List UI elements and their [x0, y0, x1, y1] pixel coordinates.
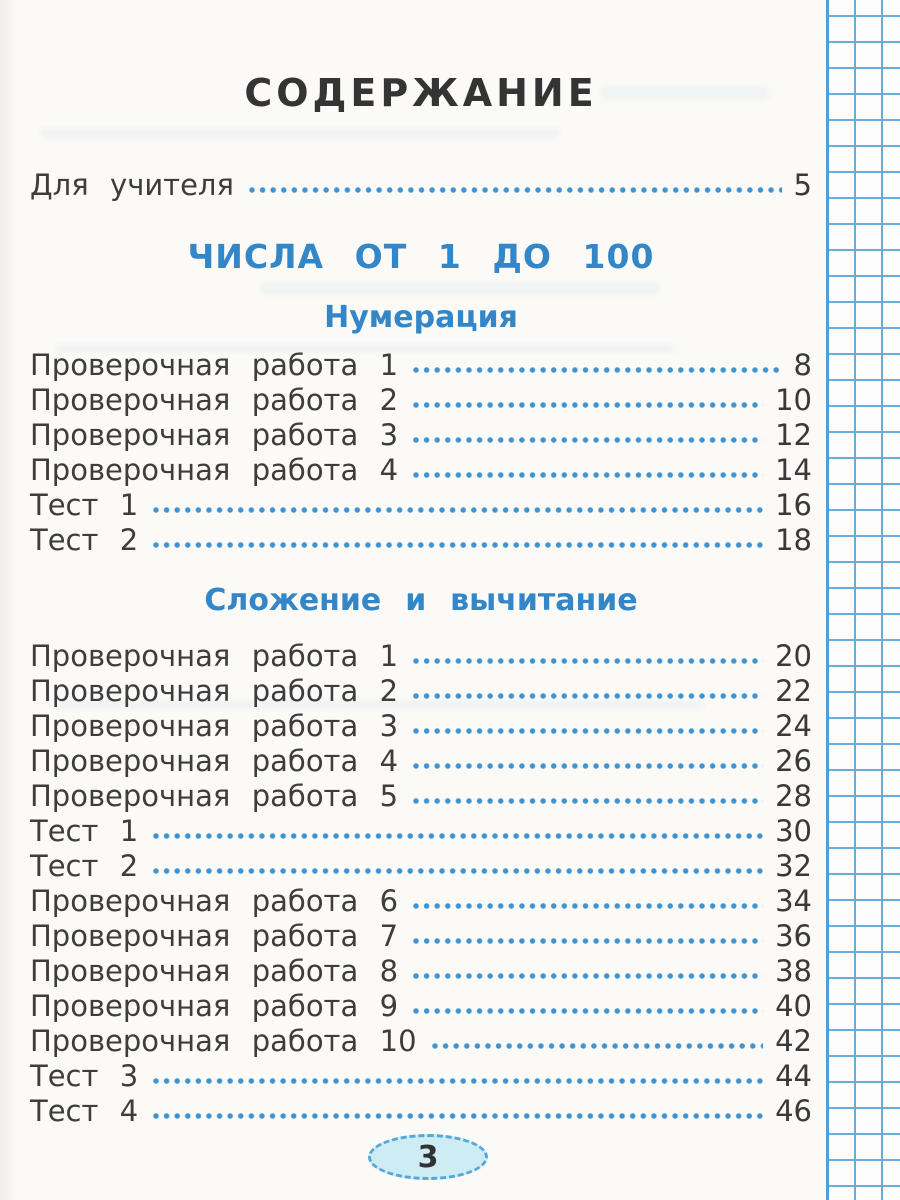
toc-entry-page-number: 30 — [775, 814, 812, 848]
toc-entry-label: Тест 2 — [30, 523, 139, 557]
dotted-leader — [412, 401, 763, 409]
toc-entry-label: Тест 1 — [30, 488, 139, 522]
toc-entry-page-number: 20 — [775, 639, 812, 673]
toc-entry-page-number: 5 — [793, 168, 812, 202]
part-title: ЧИСЛА ОТ 1 ДО 100 — [187, 237, 655, 276]
dotted-leader — [412, 797, 763, 805]
dotted-leader — [412, 972, 763, 980]
dotted-leader — [152, 506, 763, 514]
toc-entry — [30, 711, 812, 741]
toc-entry-label: Проверочная работа 10 — [30, 1024, 417, 1058]
dotted-leader — [412, 937, 763, 945]
toc-entry-page-number: 18 — [775, 523, 812, 557]
toc-entry-page-number: 16 — [775, 488, 812, 522]
toc-entry-label: Проверочная работа 7 — [30, 919, 399, 953]
toc-entry-label: Тест 4 — [30, 1094, 139, 1128]
dotted-leader — [412, 692, 763, 700]
toc-entry — [30, 851, 812, 881]
toc-entry-page-number: 46 — [775, 1094, 812, 1128]
toc-entry-label: Проверочная работа 4 — [30, 453, 399, 487]
toc-section-list — [30, 350, 812, 555]
dotted-leader — [431, 1042, 764, 1050]
toc-entry-page-number: 14 — [775, 453, 812, 487]
toc-entry-label: Проверочная работа 5 — [30, 779, 399, 813]
toc-entry-label: Проверочная работа 2 — [30, 383, 399, 417]
toc-entry — [30, 455, 812, 485]
dotted-leader — [412, 471, 763, 479]
toc-entry — [30, 170, 812, 200]
toc-entry-label: Проверочная работа 4 — [30, 744, 399, 778]
toc-entry — [30, 490, 812, 520]
toc-entry-page-number: 24 — [775, 709, 812, 743]
toc-entry — [30, 956, 812, 986]
dotted-leader — [412, 366, 781, 374]
dotted-leader — [412, 1007, 763, 1015]
toc-entry-label: Проверочная работа 8 — [30, 954, 399, 988]
toc-entry — [30, 350, 812, 380]
toc-entry-page-number: 10 — [775, 383, 812, 417]
toc-entry-label: Проверочная работа 2 — [30, 674, 399, 708]
page-number: 3 — [417, 1139, 439, 1175]
page-number-badge — [368, 1134, 488, 1180]
toc-entry — [30, 420, 812, 450]
dotted-leader — [152, 1112, 763, 1120]
toc-entry — [30, 1026, 812, 1056]
toc-entry-page-number: 42 — [775, 1024, 812, 1058]
dotted-leader — [412, 657, 763, 665]
toc-entry — [30, 1061, 812, 1091]
toc-entry-page-number: 36 — [775, 919, 812, 953]
toc-entry — [30, 746, 812, 776]
toc-entry-label: Проверочная работа 3 — [30, 418, 399, 452]
dotted-leader — [248, 186, 782, 194]
toc-entry-page-number: 40 — [775, 989, 812, 1023]
dotted-leader — [152, 541, 763, 549]
dotted-leader — [152, 832, 763, 840]
toc-entry-label: Проверочная работа 1 — [30, 348, 399, 382]
toc-entry-page-number: 26 — [775, 744, 812, 778]
toc-entry — [30, 816, 812, 846]
toc-entry-page-number: 44 — [775, 1059, 812, 1093]
toc-entry-label: Проверочная работа 6 — [30, 884, 399, 918]
dotted-leader — [412, 762, 763, 770]
toc-entry — [30, 921, 812, 951]
toc-entry — [30, 991, 812, 1021]
toc-entry — [30, 886, 812, 916]
dotted-leader — [412, 436, 763, 444]
toc-entry — [30, 385, 812, 415]
page-title: СОДЕРЖАНИЕ — [244, 71, 598, 115]
toc-entry — [30, 641, 812, 671]
toc-entry-label: Тест 3 — [30, 1059, 139, 1093]
toc-entry-page-number: 34 — [775, 884, 812, 918]
toc-entry-label: Проверочная работа 1 — [30, 639, 399, 673]
toc-section-list — [30, 641, 812, 1126]
toc-entry-page-number: 22 — [775, 674, 812, 708]
section-heading: Нумерация — [324, 300, 518, 335]
toc-entry — [30, 1096, 812, 1126]
toc-entry-page-number: 12 — [775, 418, 812, 452]
dotted-leader — [152, 1077, 763, 1085]
toc-entry — [30, 525, 812, 555]
toc-entry-label: Тест 2 — [30, 849, 139, 883]
notebook-grid-margin — [826, 0, 900, 1200]
toc-entry-label: Проверочная работа 3 — [30, 709, 399, 743]
toc-entry — [30, 676, 812, 706]
dotted-leader — [412, 902, 763, 910]
toc-entry-label: Тест 1 — [30, 814, 139, 848]
toc-entry-page-number: 38 — [775, 954, 812, 988]
toc-entry-page-number: 8 — [793, 348, 812, 382]
toc-entry-page-number: 28 — [775, 779, 812, 813]
toc-entry-label: Проверочная работа 9 — [30, 989, 399, 1023]
toc-content — [30, 0, 812, 1131]
toc-entry-label: Для учителя — [30, 168, 234, 202]
section-heading: Сложение и вычитание — [204, 583, 638, 618]
dotted-leader — [152, 867, 763, 875]
toc-entry — [30, 781, 812, 811]
dotted-leader — [412, 727, 763, 735]
toc-entry-page-number: 32 — [775, 849, 812, 883]
